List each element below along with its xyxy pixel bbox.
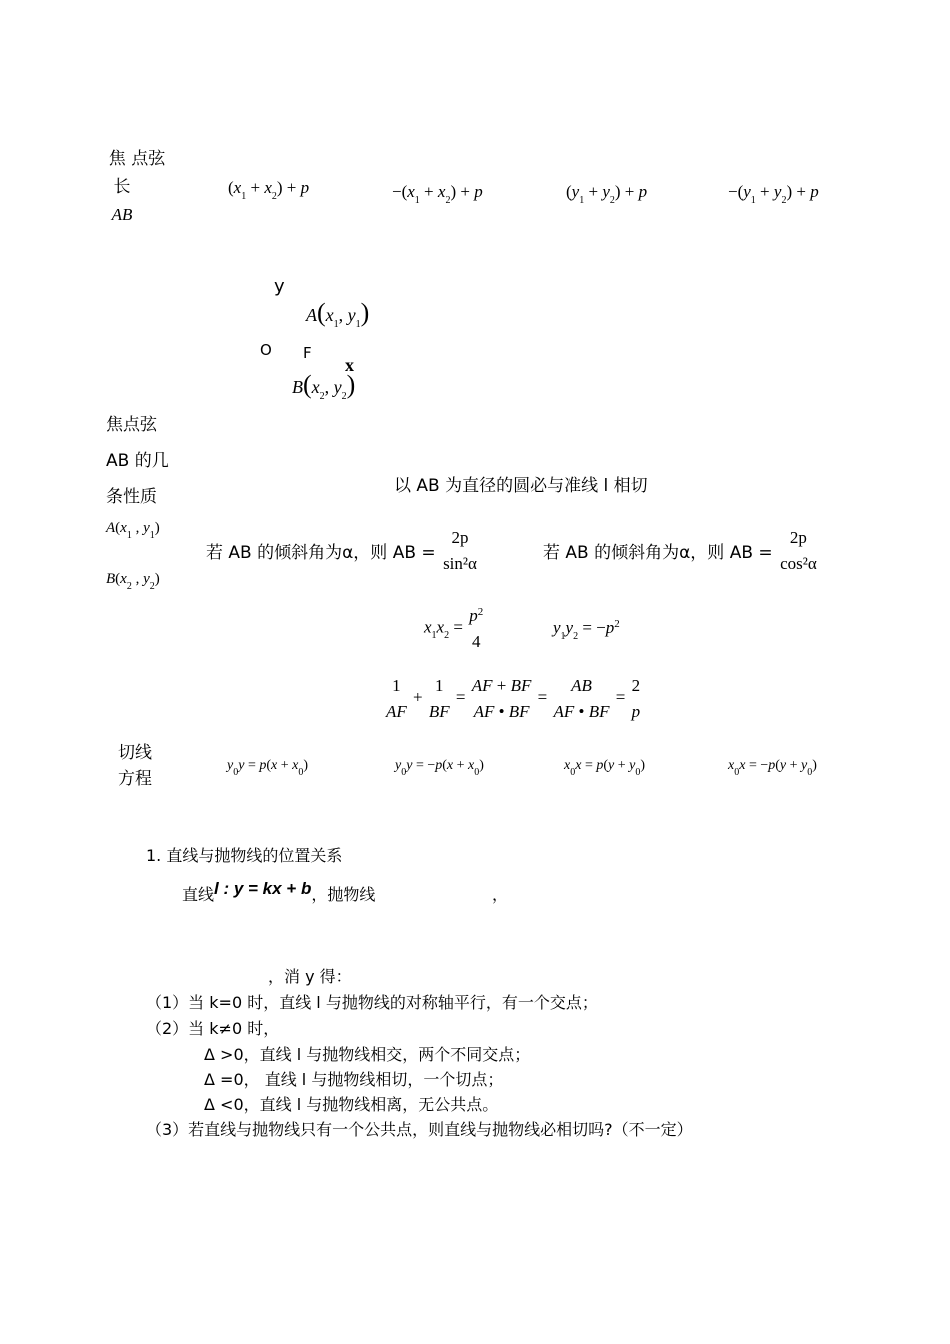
case-2-delta-positive: Δ >0，直线 l 与抛物线相交，两个不同交点； xyxy=(204,1045,531,1064)
row-label-line: 焦 点弦 xyxy=(108,149,166,169)
eliminate-y: ，消 y 得： xyxy=(268,967,352,986)
focal-chord-formula-4: $-(y_1 + y_2) + p$ xyxy=(728,182,819,206)
reciprocal-sum-identity: 1 AF + 1 BF = AF + BF AF • BF = AB AF • BF = 2 p xyxy=(386,676,641,721)
row-label-line: 焦点弦 xyxy=(106,415,157,435)
fraction-denominator: cos²α xyxy=(780,553,817,573)
property-prefix: 若 AB 的倾斜角为α，则 AB = xyxy=(543,543,773,564)
row-label-line: 切线 xyxy=(118,743,152,763)
focal-chord-formula-3: $(y_1 + y_2) + p$ xyxy=(566,182,648,206)
row-label-line: 长 xyxy=(113,177,131,197)
focal-chord-formula-1: $(x_1 + x_2) + p$ xyxy=(228,178,310,202)
diagram-point-b: $B(x_2$, $y_2$) xyxy=(292,370,356,402)
fraction-numerator: 2p xyxy=(451,528,469,547)
fraction xyxy=(441,528,479,573)
diagram-x-axis-label: x xyxy=(345,355,354,375)
line-suffix: ，抛物线 xyxy=(311,885,376,904)
row-label-line: 方程 xyxy=(118,769,152,789)
focal-chord-formula-2: $-(x_1 + x_2) + p$ xyxy=(392,182,483,206)
tangent-formula-1: $y_0y = p(x + x_0)$ xyxy=(227,758,309,778)
case-3: （3）若直线与抛物线只有一个公共点，则直线与抛物线必相切吗?（不一定） xyxy=(146,1120,693,1139)
row-label-focal-chord xyxy=(104,145,170,229)
line-definition xyxy=(182,879,376,905)
tangent-formula-3: $x_0x = p(y + y_0)$ xyxy=(564,758,646,778)
tangent-formula-4: $x_0x = -p(y + y_0)$ xyxy=(728,758,817,778)
property-prefix: 若 AB 的倾斜角为α，则 AB = xyxy=(206,543,436,564)
fraction xyxy=(778,528,819,573)
fraction-denominator: sin²α xyxy=(443,553,477,573)
row-label-line: 条性质 xyxy=(106,487,157,507)
property-incline-sin xyxy=(206,528,479,573)
section-heading: 1. 直线与抛物线的位置关系 xyxy=(146,846,343,865)
row-label-geometry xyxy=(106,407,169,515)
product-x1x2: $x_1x_2$ = $p^2$ 4 xyxy=(424,606,484,651)
row-label-tangent xyxy=(118,740,152,792)
case-2: （2）当 k≠0 时， xyxy=(146,1019,280,1038)
fraction-numerator: 2p xyxy=(789,528,807,547)
diagram-origin-label: O xyxy=(260,341,272,359)
tangent-formula-2: $y_0y = -p(x + x_0)$ xyxy=(395,758,484,778)
row-label-line: AB 的几 xyxy=(106,451,169,471)
product-y1y2: $y_1y_2 = -p^2$ xyxy=(553,618,620,642)
property-incline-cos xyxy=(543,528,819,573)
case-2-delta-zero: Δ =0， 直线 l 与抛物线相切，一个切点； xyxy=(204,1070,504,1089)
line-prefix: 直线 xyxy=(182,885,215,904)
geometry-point-b: $B(x_2$ , $y_2$) xyxy=(106,571,160,592)
diagram-point-a: $A(x_1$, $y_1$) xyxy=(306,298,370,330)
diagram-y-axis-label: y xyxy=(274,276,285,297)
line-definition-comma: ， xyxy=(492,885,509,904)
geometry-point-a: $A(x_1$ , $y_1$) xyxy=(106,520,160,541)
case-1: （1）当 k=0 时，直线 l 与抛物线的对称轴平行，有一个交点； xyxy=(146,993,598,1012)
row-label-line: AB xyxy=(111,205,133,224)
property-circle-tangent: 以 AB 为直径的圆必与准线 l 相切 xyxy=(394,476,648,496)
line-equation: l : y = kx + b xyxy=(214,879,312,898)
case-2-delta-negative: Δ <0，直线 l 与抛物线相离，无公共点。 xyxy=(204,1095,499,1114)
diagram-focus-label: F xyxy=(303,344,312,362)
